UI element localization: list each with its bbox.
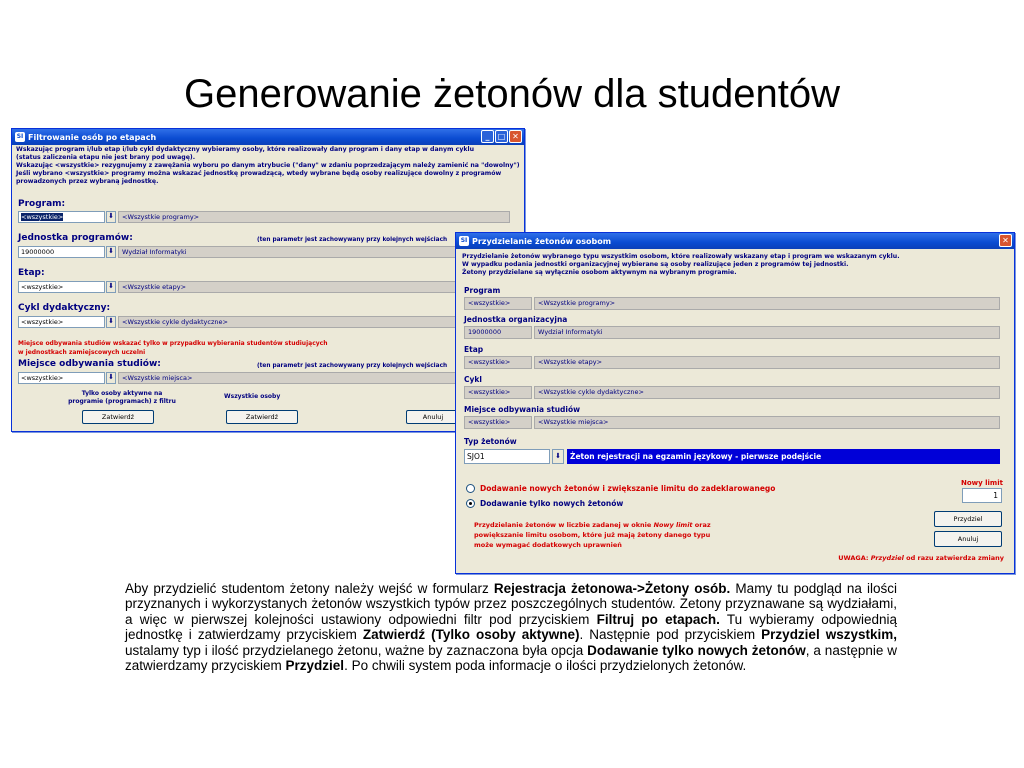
cycle-label: Cykl dydaktyczny: — [18, 303, 111, 313]
stage-input[interactable]: <wszystkie> — [18, 281, 105, 293]
close-icon[interactable]: ✕ — [999, 234, 1012, 247]
radio-add-and-raise[interactable] — [466, 484, 475, 493]
cycle-label: Cykl — [464, 375, 482, 384]
maximize-icon[interactable]: □ — [495, 130, 508, 143]
new-limit-label: Nowy limit — [961, 479, 1003, 487]
radio-dot-icon — [469, 502, 472, 505]
filter-window-titlebar — [12, 129, 524, 145]
place-dropdown-icon[interactable]: ⬇ — [106, 372, 116, 384]
place-label: Miejsce odbywania studiów — [464, 405, 581, 414]
assign-description: Przydzielanie żetonów wybranego typu wszystkim osobom, które realizowały wskazany etap i program we wskazanym cyklu. W wypadku podania jednostki organizacyjnej wybierane są osoby realizujące jeden z programów tej jednostki. Żetony przydzielane są wyłącznie osobom aktywnym na wybranym programie. — [462, 253, 900, 276]
assign-cancel-button[interactable]: Anuluj — [934, 531, 1002, 547]
confirm-all-button[interactable]: Zatwierdź — [226, 410, 298, 424]
place-warning-1: Miejsce odbywania studiów wskazać tylko w przypadku wybierania studentów studiujących — [18, 340, 328, 347]
stage-label: Etap — [464, 345, 484, 354]
program-label: Program: — [18, 199, 66, 209]
filter-window-title: Filtrowanie osób po etapach — [28, 132, 157, 142]
slide-title: Generowanie żetonów dla studentów — [184, 72, 840, 116]
assign-window-title: Przydzielanie żetonów osobom — [472, 236, 612, 246]
program-input[interactable]: <wszystkie> — [18, 211, 105, 223]
filter-window — [11, 128, 525, 432]
unit-code: 19000000 — [464, 326, 532, 339]
commit-warning: UWAGA: Przydziel od razu zatwierdza zmiany — [838, 554, 1004, 562]
stage-description: <Wszystkie etapy> — [118, 281, 458, 293]
program-label: Program — [464, 286, 501, 295]
radio-add-and-raise-label: Dodawanie nowych żetonów i zwiększanie limitu do zadeklarowanego — [480, 484, 776, 493]
radio-add-only[interactable] — [466, 499, 475, 508]
cycle-code: <wszystkie> — [464, 386, 532, 399]
stage-code: <wszystkie> — [464, 356, 532, 369]
program-description: <Wszystkie programy> — [118, 211, 510, 223]
unit-label: Jednostka programów: — [18, 233, 133, 243]
app-icon: SI — [460, 237, 468, 244]
app-icon: SI — [16, 133, 24, 140]
unit-description: Wydział Informatyki — [534, 326, 1000, 339]
all-persons-caption: Wszystkie osoby — [224, 393, 281, 400]
new-limit-input[interactable]: 1 — [962, 488, 1002, 503]
place-input[interactable]: <wszystkie> — [18, 372, 105, 384]
assign-window — [455, 232, 1015, 574]
close-icon[interactable]: ✕ — [509, 130, 522, 143]
stage-dropdown-icon[interactable]: ⬇ — [106, 281, 116, 293]
program-dropdown-icon[interactable]: ⬇ — [106, 211, 116, 223]
place-code: <wszystkie> — [464, 416, 532, 429]
token-type-input[interactable]: SJO1 — [464, 449, 550, 464]
place-description: <Wszystkie miejsca> — [118, 372, 458, 384]
unit-note: (ten parametr jest zachowywany przy kolejnych wejściach — [257, 237, 448, 243]
unit-label: Jednostka organizacyjna — [464, 315, 568, 324]
token-type-dropdown-icon[interactable]: ⬇ — [552, 449, 564, 464]
stage-label: Etap: — [18, 268, 45, 278]
confirm-active-button[interactable]: Zatwierdź — [82, 410, 154, 424]
program-code: <wszystkie> — [464, 297, 532, 310]
unit-input[interactable]: 19000000 — [18, 246, 105, 258]
program-description: <Wszystkie programy> — [534, 297, 1000, 310]
place-description: <Wszystkie miejsca> — [534, 416, 1000, 429]
radio-add-only-label: Dodawanie tylko nowych żetonów — [480, 499, 624, 508]
place-label: Miejsce odbywania studiów: — [18, 359, 161, 369]
stage-description: <Wszystkie etapy> — [534, 356, 1000, 369]
filter-cancel-button[interactable]: Anuluj — [406, 410, 460, 424]
place-warning-2: w jednostkach zamiejscowych uczelni — [18, 349, 146, 356]
assign-window-titlebar — [456, 233, 1014, 249]
assign-info: Przydzielanie żetonów w liczbie zadanej w oknie Nowy limit oraz powiększanie limitu osobom, które już mają żetony danego typu może wymagać dodatkowych uprawnień — [474, 521, 711, 549]
active-only-caption: Tylko osoby aktywne na programie (programach) z filtru — [68, 390, 176, 405]
cycle-dropdown-icon[interactable]: ⬇ — [106, 316, 116, 328]
unit-dropdown-icon[interactable]: ⬇ — [106, 246, 116, 258]
unit-description: Wydział Informatyki — [118, 246, 458, 258]
token-type-label: Typ żetonów — [464, 437, 517, 446]
cycle-description: <Wszystkie cykle dydaktyczne> — [118, 316, 458, 328]
cycle-description: <Wszystkie cykle dydaktyczne> — [534, 386, 1000, 399]
assign-button[interactable]: Przydziel — [934, 511, 1002, 527]
filter-description: Wskazując program i/lub etap i/lub cykl dydaktyczny wybieramy osoby, które realizowały dany program i dany etap w danym cyklu (status zaliczenia etapu nie jest brany pod uwagę). Wskazując <wszystkie> rezygnujemy z zawężania wyboru po danym atrybucie ("dany" w zdaniu poprzedzającym należy zamienić na "dowolny") Jeśli wybrano <wszystkie> programy można wskazać jednostkę prowadzącą, wtedy wybrane będą osoby realizujące dowolny z programów prowadzonych przez wybraną jednostkę. — [16, 146, 520, 185]
minimize-icon[interactable]: _ — [481, 130, 494, 143]
instruction-paragraph: Aby przydzielić studentom żetony należy wejść w formularz Rejestracja żetonowa->Żetony osób. Mamy tu podgląd na ilości przyznanych i wykorzystanych żetonów wszystkich typów przez poszczególnych studentów. Żetony przyznawane są wydziałami, a więc w pierwszej kolejności ustawiony odpowiedni filtr pod przyciskiem Filtruj po etapach. Tu wybieramy odpowiednią jednostkę i zatwierdzamy przyciskiem Zatwierdź (Tylko osoby aktywne). Następnie pod przyciskiem Przydziel wszystkim, ustalamy typ i ilość przydzielanego żetonu, ważne by zaznaczona była opcja Dodawanie tylko nowych żetonów, a następnie w zatwierdzamy przyciskiem Przydziel. Po chwili system poda informacje o ilości przydzielonych żetonów. — [125, 581, 898, 674]
token-type-description: Żeton rejestracji na egzamin językowy - pierwsze podejście — [567, 449, 1000, 464]
cycle-input[interactable]: <wszystkie> — [18, 316, 105, 328]
place-note: (ten parametr jest zachowywany przy kolejnych wejściach — [257, 363, 448, 369]
